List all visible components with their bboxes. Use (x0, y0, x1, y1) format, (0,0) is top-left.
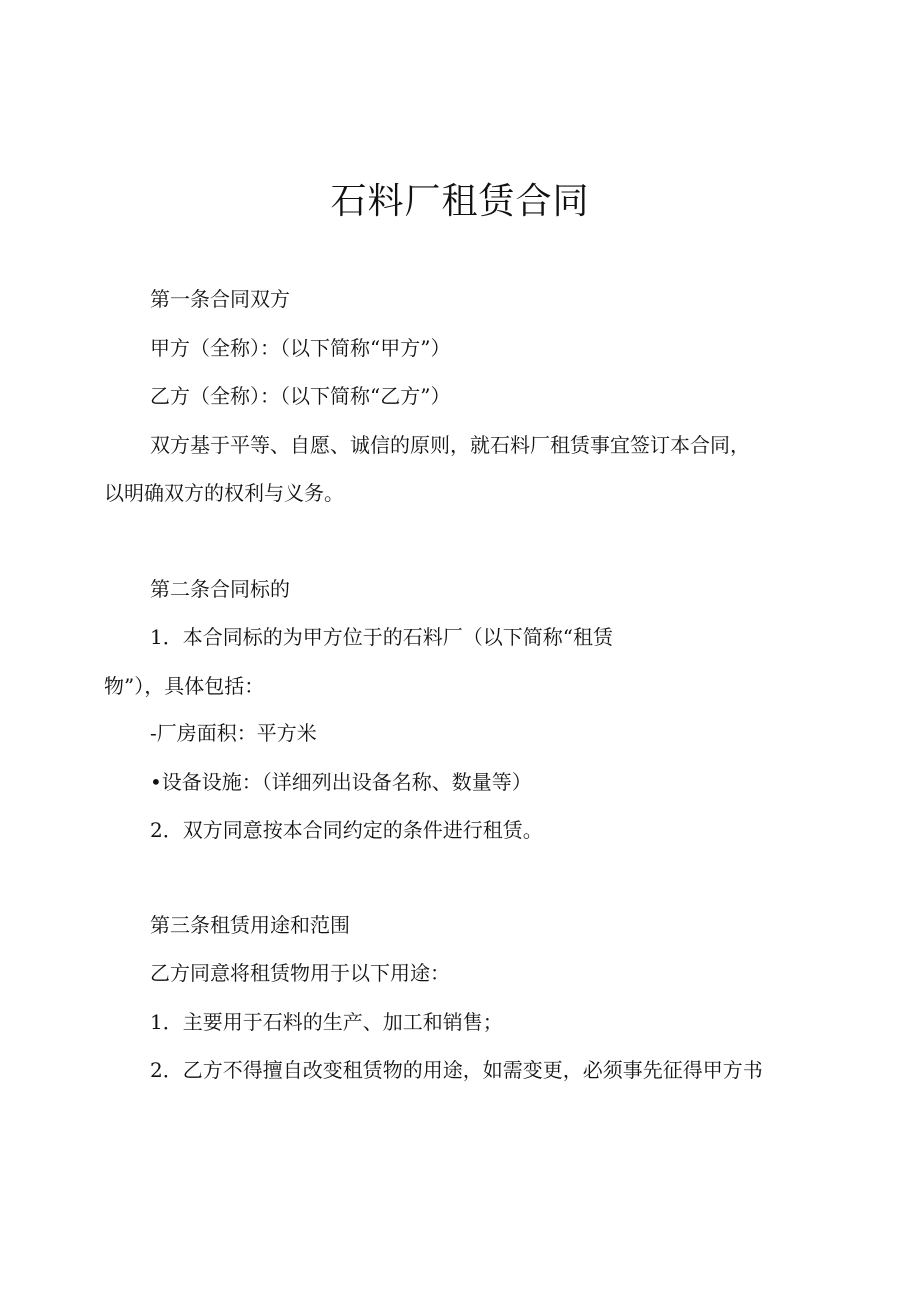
preamble-line-1: 双方基于平等、自愿、诚信的原则，就石料厂租赁事宜签订本合同， (150, 433, 750, 457)
article-3-heading: 第三条租赁用途和范围 (150, 913, 350, 937)
article-2-item-1-line-1: 1．本合同标的为甲方位于的石料厂（以下简称“租赁 (150, 625, 613, 649)
article-3-item-2: 2．乙方不得擅自改变租赁物的用途，如需变更，必须事先征得甲方书 (150, 1058, 763, 1082)
article-2-plant-area: -厂房面积：平方米 (150, 721, 317, 745)
preamble-line-2: 以明确双方的权利与义务。 (104, 481, 344, 505)
party-a-line: 甲方（全称）：（以下简称“甲方”） (150, 336, 451, 360)
document-title: 石料厂租赁合同 (330, 181, 590, 222)
article-3-item-1: 1．主要用于石料的生产、加工和销售； (150, 1010, 503, 1034)
party-b-line: 乙方（全称）：（以下简称“乙方”） (150, 384, 451, 408)
article-1-heading: 第一条合同双方 (150, 287, 290, 311)
article-2-heading: 第二条合同标的 (150, 577, 290, 601)
article-3-intro: 乙方同意将租赁物用于以下用途： (150, 961, 450, 985)
article-2-equipment: •设备设施：（详细列出设备名称、数量等） (150, 770, 532, 794)
article-2-item-2: 2．双方同意按本合同约定的条件进行租赁。 (150, 818, 543, 842)
article-2-item-1-line-2: 物”），具体包括： (104, 674, 265, 698)
